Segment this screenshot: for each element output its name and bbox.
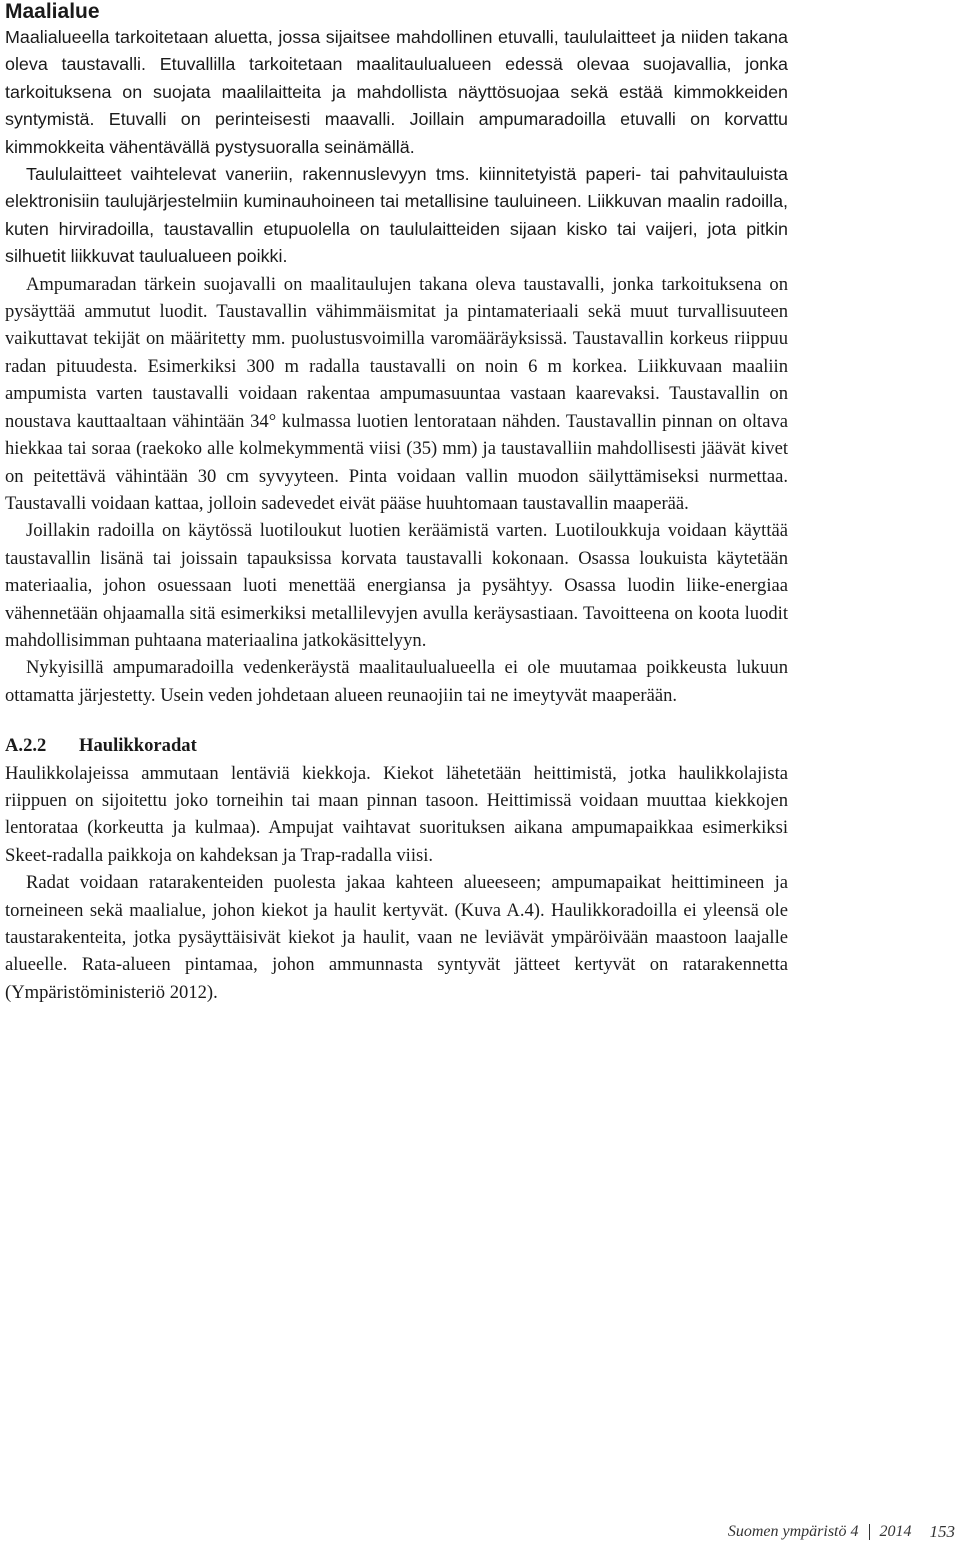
document-page (5, 0, 788, 1006)
section-heading: Maalialue (5, 0, 100, 23)
paragraph: Nykyisillä ampumaradoilla vedenkeräystä maalitaulualueella ei ole muutamaa poikkeusta lukuun ottamatta järjestetty. Usein veden johdetaan alueen reunaojiin tai ne imeytyvät maaperään. (5, 657, 788, 706)
subsection-title: Haulikkoradat (79, 735, 197, 757)
paragraph: Joillakin radoilla on käytössä luotiloukut luotien keräämistä varten. Luotiloukkuja voidaan käyttää taustavallin lisänä tai joissain tapauksissa korvata taustavalli kokonaan. Osassa loukuista käytetään materiaalia, johon osuessaan luoti menettää energiansa ja pysähtyy. Osassa luodin liike-energiaa vähennetään ohjaamalla sitä esimerkiksi metallilevyjen avulla keräysastiaan. Tavoitteena on koota luodit mahdollisimman puhtaana materiaalina jatkokäsittelyyn. (5, 520, 788, 651)
footer-divider (869, 1524, 870, 1540)
paragraph: Haulikkolajeissa ammutaan lentäviä kiekkoja. Kiekot lähetetään heittimistä, jotka haulikkolajista riippuen on sijoitettu joko torneihin tai maan pinnan tasoon. Heittimissä voidaan muuttaa kiekkojen lentorataa (korkeutta ja kulmaa). Ampujat vaihtavat suorituksen aikana ampumapaikkaa esimerkiksi Skeet-radalla paikkoja on kahdeksan ja Trap-radalla viisi. (5, 762, 788, 866)
subsection-heading (5, 732, 788, 759)
page-number: 153 (929, 1522, 955, 1541)
subsection-number: A.2.2 (5, 735, 47, 757)
paragraph: Radat voidaan ratarakenteiden puolesta jakaa kahteen alueeseen; ampumapaikat heittimineen ja torneineen sekä maalialue, johon kiekot ja haulit kertyvät. (Kuva A.4). Haulikkoradoilla ei yleensä ole taustarakenteita, jotka pysäyttäisivät kiekot ja haulit, vaan ne leviävät ympäröivään maastoon laajalle alueelle. Rata-alueen pintamaa, johon ammunnasta syntyvät jätteet kertyvät on ratarakennetta (Ympäristöministeriö 2012). (5, 872, 788, 1003)
footer-publication: Suomen ympäristö (727, 1523, 847, 1540)
paragraph: Maalialueella tarkoitetaan aluetta, jossa sijaitsee mahdollinen etuvalli, taululaitteet ja niiden takana oleva taustavalli. Etuvallilla tarkoitetaan maalitaulualueen edessä olevaa suojavallia, jonka tarkoituksena on suojata maalilaitteita ja mahdollista näyttösuojaa sekä estää kimmokkeiden syntymistä. Etuvalli on perinteisesti maavalli. Joillain ampumaradoilla etuvalli on korvattu kimmokkeita vähentävällä pystysuoralla seinämällä. (5, 27, 788, 157)
page-footer (728, 1522, 955, 1542)
paragraph: Ampumaradan tärkein suojavalli on maalitaulujen takana oleva taustavalli, jonka tarkoituksena on pysäyttää ammutut luodit. Taustavallin vähimmäismitat ja pintamateriaali sekä muut turvallisuuteen vaikuttavat tekijät on määritetty mm. puolustusvoimilla varomääräyksissä. Taustavallin korkeus riippuu radan pituudesta. Esimerkiksi 300 m radalla taustavalli on noin 6 m korkea. Liikkuvaan maaliin ampumista varten taustavalli voidaan rakentaa ampumasuuntaa vastaan kaarevaksi. Taustavallin on noustava kauttaaltaan vähintään 34° kulmassa luotien lentorataan nähden. Taustavallin pinnan on oltava hiekkaa tai soraa (raekoko alle kolmekymmentä viisi (35) mm) ja taustavalliin mahdollisesti jäävät kivet on peitettävä vähintään 30 cm syvyyteen. Pinta voidaan vallin muodon säilyttämiseksi nurmettaa. Taustavalli voidaan kattaa, jolloin sadevedet eivät pääse huuhtomaan taustavallin maaperää. (5, 273, 788, 514)
footer-issue: 4 (850, 1523, 859, 1540)
paragraph: Taululaitteet vaihtelevat vaneriin, rakennuslevyyn tms. kiinnitetyistä paperi- tai pahvitauluista elektronisiin taulujärjestelmiin kuminauhoineen tai metallisine tauluineen. Liikkuvan maalin radoilla, kuten hirviradoilla, taustavallin etupuolella on taululaitteiden sijaan kisko tai vaijeri, jota pitkin silhuetit liikkuvat taulualueen poikki. (5, 164, 788, 267)
footer-year: 2014 (879, 1523, 912, 1540)
